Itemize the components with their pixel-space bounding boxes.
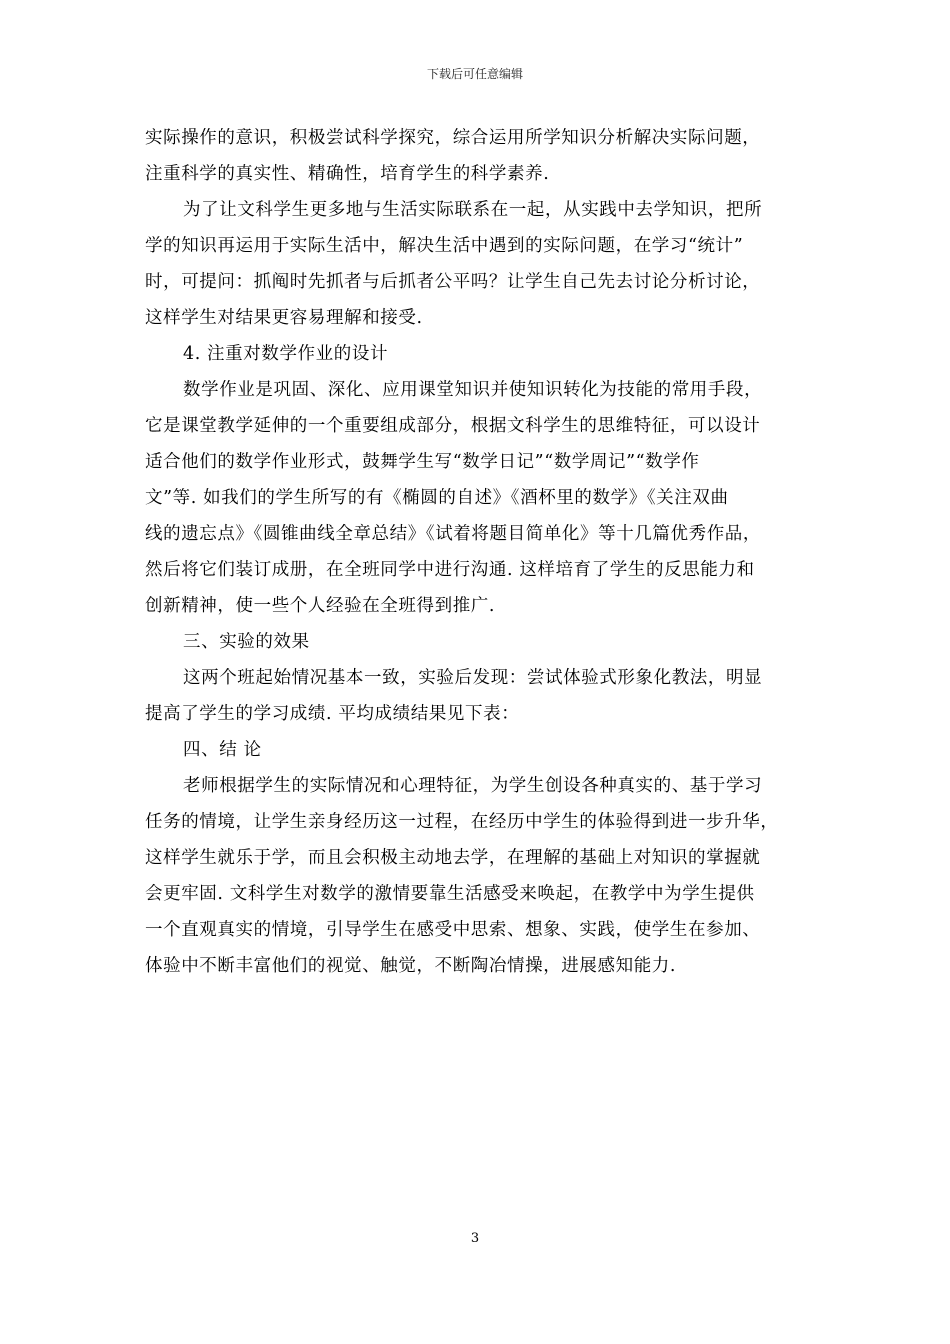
body-line: 数学作业是巩固、深化、应用课堂知识并使知识转化为技能的常用手段， xyxy=(183,380,763,400)
body-line: 注重科学的真实性、精确性，培育学生的科学素养. xyxy=(145,164,550,184)
section-heading: 四、结 论 xyxy=(183,740,262,760)
body-line: 然后将它们装订成册，在全班同学中进行沟通. 这样培育了学生的反思能力和 xyxy=(145,560,755,580)
body-line: 提高了学生的学习成绩. 平均成绩结果见下表： xyxy=(145,704,520,724)
section-heading: 三、实验的效果 xyxy=(183,632,310,652)
body-line: 线的遗忘点》《圆锥曲线全章总结》《试着将题目简单化》等十几篇优秀作品， xyxy=(145,524,761,544)
body-line: 这样学生对结果更容易理解和接受. xyxy=(145,308,423,328)
body-line: 文”等. 如我们的学生所写的有《椭圆的自述》《酒杯里的数学》《关注双曲 xyxy=(145,488,729,508)
body-line: 创新精神，使一些个人经验在全班得到推广. xyxy=(145,596,496,616)
document-body xyxy=(145,120,810,984)
body-line: 这样学生就乐于学，而且会积极主动地去学，在理解的基础上对知识的掌握就 xyxy=(145,848,761,868)
body-line: 它是课堂教学延伸的一个重要组成部分，根据文科学生的思维特征，可以设计 xyxy=(145,416,761,436)
body-line: 体验中不断丰富他们的视觉、触觉，不断陶冶情操，进展感知能力. xyxy=(145,956,677,976)
body-line: 老师根据学生的实际情况和心理特征，为学生创设各种真实的、基于学习 xyxy=(183,776,763,796)
body-line: 适合他们的数学作业形式，鼓舞学生写“数学日记”“数学周记”“数学作 xyxy=(145,452,700,472)
body-line: 时，可提问：抓阄时先抓者与后抓者公平吗？让学生自己先去讨论分析讨论， xyxy=(145,272,761,292)
body-line: 实际操作的意识，积极尝试科学探究，综合运用所学知识分析解决实际问题， xyxy=(145,128,761,148)
body-line: 会更牢固. 文科学生对数学的激情要靠生活感受来唤起，在教学中为学生提供 xyxy=(145,884,755,904)
body-line: 任务的情境，让学生亲身经历这一过程，在经历中学生的体验得到进一步升华， xyxy=(145,812,779,832)
body-line: 一个直观真实的情境，引导学生在感受中思索、想象、实践，使学生在参加、 xyxy=(145,920,761,940)
section-heading: 4. 注重对数学作业的设计 xyxy=(183,344,389,364)
page-number: 3 xyxy=(470,1231,480,1246)
page-header: 下载后可任意编辑 xyxy=(426,67,523,81)
body-line: 为了让文科学生更多地与生活实际联系在一起，从实践中去学知识，把所 xyxy=(183,200,763,220)
body-line: 学的知识再运用于实际生活中，解决生活中遇到的实际问题，在学习“统计” xyxy=(145,236,744,256)
body-line: 这两个班起始情况基本一致，实验后发现：尝试体验式形象化教法，明显 xyxy=(183,668,763,688)
